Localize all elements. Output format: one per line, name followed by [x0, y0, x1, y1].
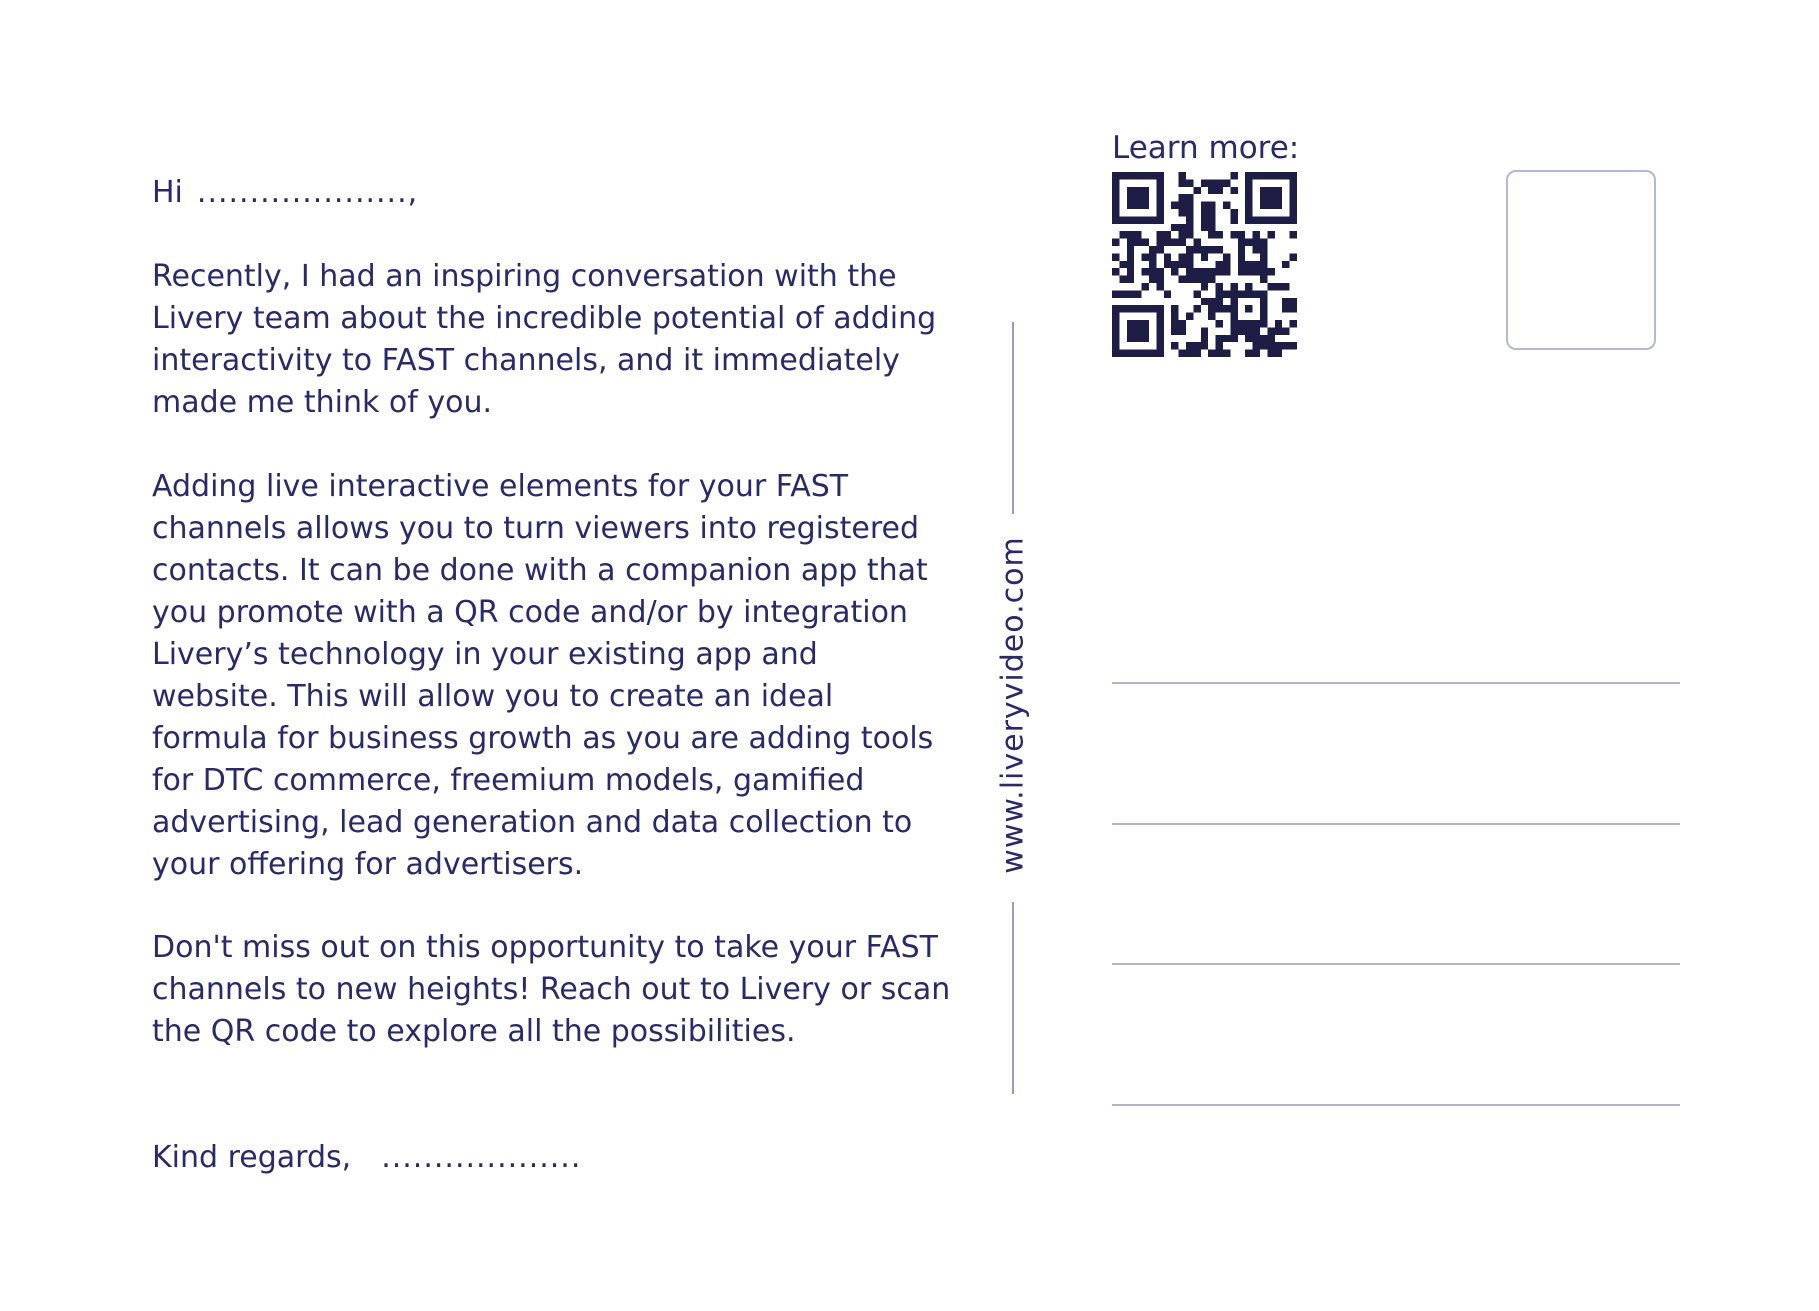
paragraph-body: Adding live interactive elements for your FAST channels allows you to turn viewers into registered contacts. It can be done with a companion app that you promote with a QR code and/or by integration Livery’s technology in your existing app and website. This will allow you to create an ideal formula for business growth as you are adding tools for DTC commerce, freemium models, gamified advertising, lead generation and data collection to your offering for advertisers. — [152, 469, 934, 882]
signoff-line — [152, 1137, 581, 1179]
address-line-4 — [1112, 1104, 1680, 1106]
signoff-text: Kind regards, — [152, 1140, 352, 1175]
signature-dots: ................... — [381, 1140, 582, 1175]
stamp-placeholder — [1506, 170, 1656, 350]
recipient-dots: ...................., — [196, 175, 419, 210]
address-line-3 — [1112, 963, 1680, 965]
divider-line-bottom — [1012, 902, 1014, 1094]
website-url: www.liveryvideo.com — [995, 536, 1031, 874]
greeting-text: Hi — [152, 175, 183, 210]
paragraph-intro: Recently, I had an inspiring conversation with the Livery team about the incredible potential of adding interactivity to FAST channels, and it immediately made me think of you. — [152, 259, 937, 420]
qr-code-icon — [1112, 172, 1297, 357]
learn-more-label: Learn more: — [1112, 130, 1300, 166]
address-line-2 — [1112, 823, 1680, 825]
paragraph-call-to-action: Don't miss out on this opportunity to take your FAST channels to new heights! Reach out to Livery or scan the QR code to explore all the possibilities. — [152, 930, 951, 1049]
greeting-line — [152, 172, 418, 214]
divider-line-top — [1012, 322, 1014, 514]
address-line-1 — [1112, 682, 1680, 684]
